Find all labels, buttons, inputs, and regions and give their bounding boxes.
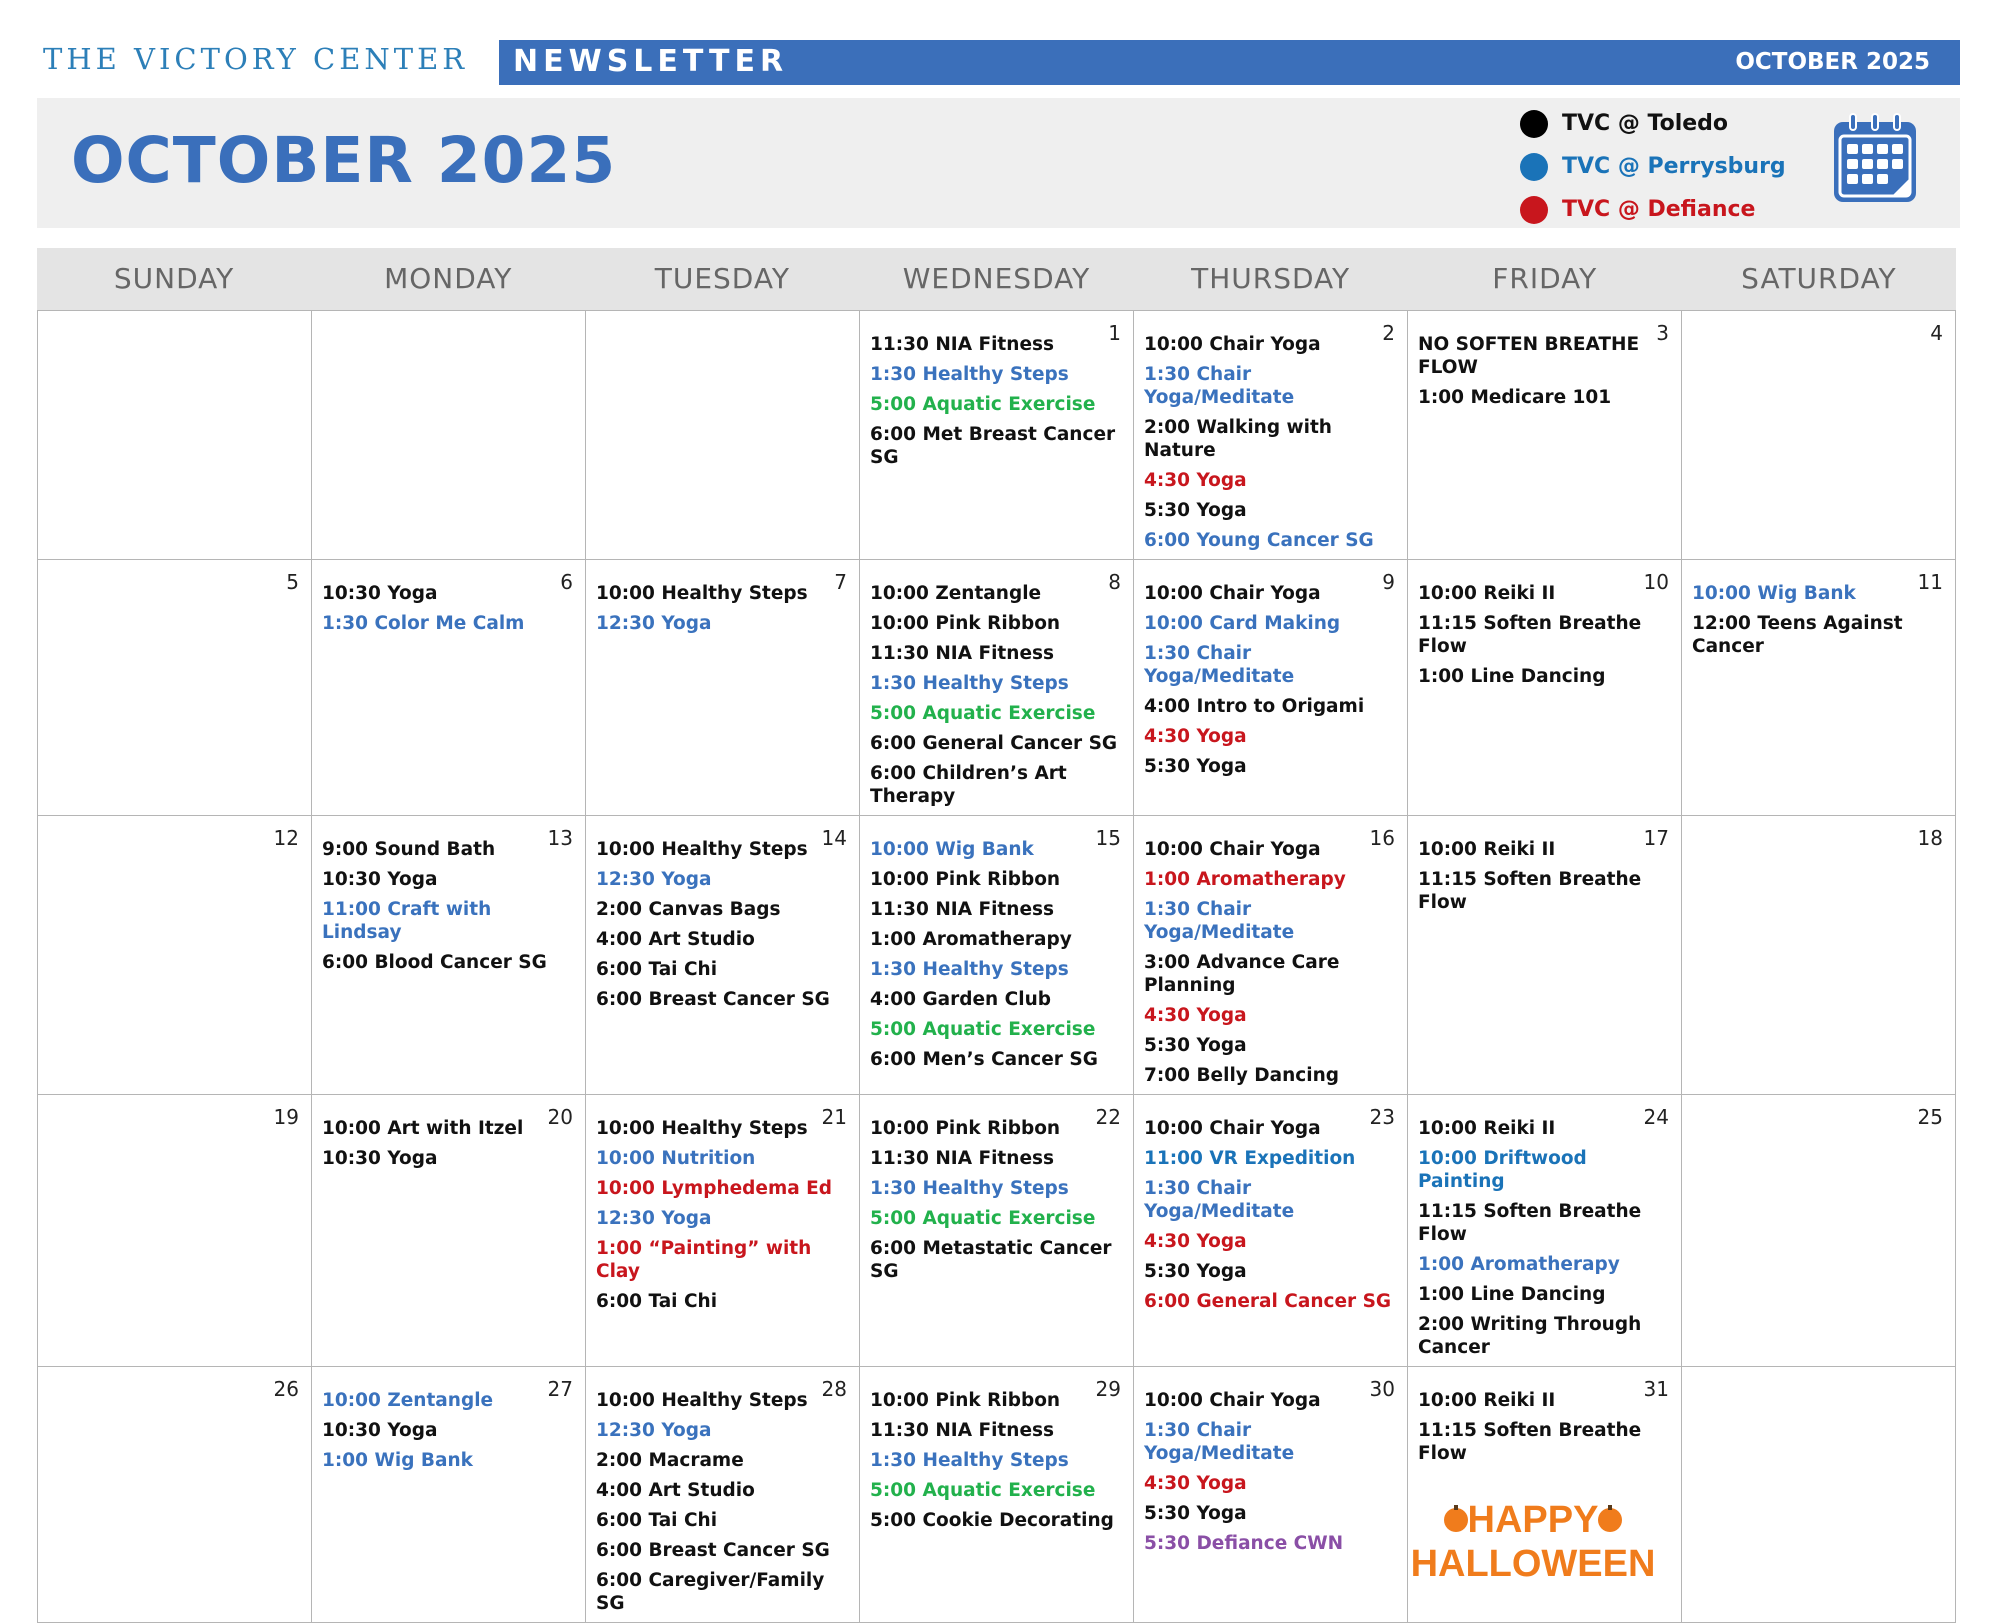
event-item: 11:15 Soften Breathe Flow <box>1418 1420 1642 1464</box>
day-cell <box>1134 560 1408 816</box>
event-item: 11:00 VR Expedition <box>1144 1148 1356 1169</box>
day-cell <box>312 1095 586 1367</box>
day-cell <box>1682 560 1956 816</box>
event-item: 10:00 Reiki II <box>1418 1390 1556 1411</box>
event-item: 4:00 Art Studio <box>596 1480 755 1501</box>
legend-label: TVC @ Perrysburg <box>1562 154 1786 179</box>
event-item: 4:30 Yoga <box>1144 1231 1247 1252</box>
day-number: 14 <box>821 826 847 850</box>
day-cell <box>586 1095 860 1367</box>
event-item: 10:00 Chair Yoga <box>1144 334 1321 355</box>
day-number: 28 <box>821 1377 847 1401</box>
event-item: 10:00 Nutrition <box>596 1148 756 1169</box>
event-item: 10:00 Card Making <box>1144 613 1341 634</box>
day-number: 9 <box>1382 570 1395 594</box>
day-number: 13 <box>547 826 573 850</box>
event-item: 4:30 Yoga <box>1144 1005 1247 1026</box>
day-cell <box>312 311 586 560</box>
event-list <box>860 816 1133 1071</box>
calendar-grid <box>37 310 1956 1623</box>
event-list <box>312 1367 585 1472</box>
event-list <box>38 311 311 333</box>
day-cell <box>1134 1095 1408 1367</box>
day-cell <box>38 1367 312 1623</box>
day-number: 8 <box>1108 570 1121 594</box>
day-number: 25 <box>1917 1105 1943 1129</box>
day-cell <box>1682 816 1956 1095</box>
event-list <box>1408 560 1681 688</box>
calendar-header <box>37 98 1960 228</box>
day-cell <box>38 1095 312 1367</box>
day-number: 26 <box>273 1377 299 1401</box>
event-item: 5:00 Aquatic Exercise <box>870 703 1096 724</box>
event-list <box>1134 311 1407 552</box>
event-item: 4:30 Yoga <box>1144 726 1247 747</box>
day-cell <box>1682 1367 1956 1623</box>
event-item: 4:00 Art Studio <box>596 929 755 950</box>
legend-item-defiance <box>1520 188 1786 231</box>
event-item: NO SOFTEN BREATHE FLOW <box>1418 334 1640 378</box>
weekday-label: TUESDAY <box>654 262 790 295</box>
day-cell <box>1408 560 1682 816</box>
event-item: 5:30 Defiance CWN <box>1144 1533 1344 1554</box>
event-item: 10:00 Wig Bank <box>870 839 1034 860</box>
day-cell <box>860 560 1134 816</box>
event-list <box>312 816 585 974</box>
weekday-label: SATURDAY <box>1741 262 1897 295</box>
event-list <box>38 1095 311 1117</box>
weekday-label: SUNDAY <box>113 262 235 295</box>
day-number: 1 <box>1108 321 1121 345</box>
legend-item-toledo <box>1520 102 1786 145</box>
event-item: 11:15 Soften Breathe Flow <box>1418 613 1642 657</box>
event-list <box>586 560 859 635</box>
event-item: 1:30 Color Me Calm <box>322 613 525 634</box>
event-item: 10:00 Wig Bank <box>1692 583 1856 604</box>
event-item: 10:00 Chair Yoga <box>1144 1118 1321 1139</box>
event-list <box>312 311 585 333</box>
day-number: 7 <box>834 570 847 594</box>
legend-item-perrysburg <box>1520 145 1786 188</box>
day-cell <box>1408 311 1682 560</box>
event-item: 5:00 Aquatic Exercise <box>870 1208 1096 1229</box>
event-item: 5:30 Yoga <box>1144 500 1247 521</box>
legend-dot-icon <box>1520 153 1548 181</box>
legend-dot-icon <box>1520 196 1548 224</box>
event-list <box>860 311 1133 469</box>
event-item: 2:00 Writing Through Cancer <box>1418 1314 1642 1358</box>
weekday-label: MONDAY <box>384 262 513 295</box>
event-list <box>1682 1095 1955 1117</box>
event-item: 7:00 Belly Dancing <box>1144 1065 1340 1086</box>
day-cell <box>1134 1367 1408 1623</box>
event-item: 10:30 Yoga <box>322 583 438 604</box>
event-item: 10:00 Chair Yoga <box>1144 1390 1321 1411</box>
event-item: 11:00 Craft with Lindsay <box>322 899 492 943</box>
event-list <box>1134 1095 1407 1313</box>
event-list <box>1682 311 1955 333</box>
event-item: 12:00 Teens Against Cancer <box>1692 613 1903 657</box>
event-item: 10:00 Reiki II <box>1418 1118 1556 1139</box>
event-item: 6:00 Tai Chi <box>596 1291 718 1312</box>
event-list <box>586 816 859 1011</box>
weekday-header <box>37 248 1956 310</box>
day-number: 30 <box>1369 1377 1395 1401</box>
day-number: 22 <box>1095 1105 1121 1129</box>
event-item: 6:00 General Cancer SG <box>870 733 1118 754</box>
newsletter-banner <box>37 40 1960 86</box>
day-cell <box>860 816 1134 1095</box>
event-item: 1:30 Healthy Steps <box>870 673 1069 694</box>
event-item: 10:00 Pink Ribbon <box>870 1390 1061 1411</box>
event-item: 1:00 Aromatherapy <box>870 929 1072 950</box>
event-item: 1:00 “Painting” with Clay <box>596 1238 812 1282</box>
event-item: 6:00 Breast Cancer SG <box>596 989 830 1010</box>
calendar-week-row <box>38 1095 1956 1367</box>
event-list <box>1408 1095 1681 1359</box>
event-list <box>1134 1367 1407 1555</box>
event-item: 6:00 Breast Cancer SG <box>596 1540 830 1561</box>
event-item: 9:00 Sound Bath <box>322 839 496 860</box>
day-number: 16 <box>1369 826 1395 850</box>
location-legend <box>1520 102 1786 231</box>
day-number: 5 <box>286 570 299 594</box>
event-item: 12:30 Yoga <box>596 613 712 634</box>
event-item: 10:00 Pink Ribbon <box>870 869 1061 890</box>
event-item: 10:00 Healthy Steps <box>596 583 808 604</box>
event-item: 6:00 Tai Chi <box>596 1510 718 1531</box>
event-item: 11:30 NIA Fitness <box>870 643 1055 664</box>
event-item: 1:30 Chair Yoga/Meditate <box>1144 643 1295 687</box>
event-item: 4:00 Intro to Origami <box>1144 696 1365 717</box>
event-item: 1:00 Line Dancing <box>1418 666 1606 687</box>
legend-label: TVC @ Toledo <box>1562 111 1729 136</box>
event-item: 1:30 Healthy Steps <box>870 1178 1069 1199</box>
event-item: 2:00 Walking with Nature <box>1144 417 1332 461</box>
weekday-label: WEDNESDAY <box>902 262 1091 295</box>
event-list <box>1408 311 1681 409</box>
day-cell <box>860 311 1134 560</box>
day-number: 3 <box>1656 321 1669 345</box>
event-item: 5:00 Aquatic Exercise <box>870 1480 1096 1501</box>
event-item: 10:00 Reiki II <box>1418 583 1556 604</box>
event-list <box>38 1367 311 1389</box>
newsletter-label: NEWSLETTER <box>513 44 789 79</box>
event-item: 6:00 Blood Cancer SG <box>322 952 547 973</box>
event-item: 1:30 Chair Yoga/Meditate <box>1144 899 1295 943</box>
day-cell <box>1408 1367 1682 1623</box>
calendar-week-row <box>38 1367 1956 1623</box>
day-number: 20 <box>547 1105 573 1129</box>
day-number: 2 <box>1382 321 1395 345</box>
day-number: 12 <box>273 826 299 850</box>
event-list <box>586 1095 859 1313</box>
event-item: 6:00 Tai Chi <box>596 959 718 980</box>
event-item: 1:00 Wig Bank <box>322 1450 473 1471</box>
event-item: 10:30 Yoga <box>322 1148 438 1169</box>
event-item: 1:00 Medicare 101 <box>1418 387 1612 408</box>
event-list <box>1682 1367 1955 1389</box>
event-list <box>1408 816 1681 914</box>
event-item: 1:30 Chair Yoga/Meditate <box>1144 1178 1295 1222</box>
weekday-label: FRIDAY <box>1492 262 1598 295</box>
event-item: 10:00 Chair Yoga <box>1144 839 1321 860</box>
event-item: 10:00 Zentangle <box>322 1390 494 1411</box>
event-item: 11:30 NIA Fitness <box>870 899 1055 920</box>
event-item: 6:00 General Cancer SG <box>1144 1291 1392 1312</box>
day-cell <box>312 816 586 1095</box>
event-item: 10:00 Healthy Steps <box>596 1118 808 1139</box>
day-number: 15 <box>1095 826 1121 850</box>
event-item: 5:30 Yoga <box>1144 1503 1247 1524</box>
page-title: OCTOBER 2025 <box>71 124 617 197</box>
event-item: 10:00 Pink Ribbon <box>870 613 1061 634</box>
event-item: 12:30 Yoga <box>596 869 712 890</box>
event-list <box>860 560 1133 808</box>
event-item: 5:30 Yoga <box>1144 756 1247 777</box>
event-item: 5:00 Aquatic Exercise <box>870 1019 1096 1040</box>
event-item: 10:30 Yoga <box>322 1420 438 1441</box>
event-list <box>312 560 585 635</box>
event-item: 12:30 Yoga <box>596 1420 712 1441</box>
day-cell <box>586 1367 860 1623</box>
event-item: 11:15 Soften Breathe Flow <box>1418 1201 1642 1245</box>
newsletter-month: OCTOBER 2025 <box>1735 49 1930 75</box>
day-cell <box>586 816 860 1095</box>
day-number: 10 <box>1643 570 1669 594</box>
day-cell <box>1682 311 1956 560</box>
event-item: 4:00 Garden Club <box>870 989 1051 1010</box>
weekday-label: THURSDAY <box>1191 262 1351 295</box>
day-number: 21 <box>821 1105 847 1129</box>
legend-dot-icon <box>1520 110 1548 138</box>
day-number: 11 <box>1917 570 1943 594</box>
event-item: 1:00 Aromatherapy <box>1418 1254 1620 1275</box>
day-number: 4 <box>1930 321 1943 345</box>
day-number: 6 <box>560 570 573 594</box>
event-item: 11:15 Soften Breathe Flow <box>1418 869 1642 913</box>
event-item: 5:00 Cookie Decorating <box>870 1510 1114 1531</box>
event-item: 1:30 Healthy Steps <box>870 364 1069 385</box>
calendar-icon <box>1832 112 1918 204</box>
event-item: 11:30 NIA Fitness <box>870 334 1055 355</box>
event-item: 10:00 Zentangle <box>870 583 1042 604</box>
event-list <box>1134 816 1407 1087</box>
event-item: 10:00 Reiki II <box>1418 839 1556 860</box>
day-cell <box>1134 816 1408 1095</box>
calendar-week-row <box>38 816 1956 1095</box>
svg-text:HALLOWEEN: HALLOWEEN <box>1410 1543 1656 1585</box>
calendar-week-row <box>38 311 1956 560</box>
event-list <box>312 1095 585 1170</box>
day-number: 18 <box>1917 826 1943 850</box>
day-cell <box>1408 1095 1682 1367</box>
day-cell <box>38 560 312 816</box>
event-item: 6:00 Men’s Cancer SG <box>870 1049 1098 1070</box>
day-number: 24 <box>1643 1105 1669 1129</box>
event-list <box>38 560 311 582</box>
event-item: 5:30 Yoga <box>1144 1261 1247 1282</box>
event-item: 10:00 Healthy Steps <box>596 839 808 860</box>
day-cell <box>860 1367 1134 1623</box>
event-item: 6:00 Caregiver/Family SG <box>596 1570 825 1614</box>
legend-label: TVC @ Defiance <box>1562 197 1756 222</box>
event-item: 1:30 Chair Yoga/Meditate <box>1144 364 1295 408</box>
day-cell <box>586 311 860 560</box>
event-item: 3:00 Advance Care Planning <box>1144 952 1340 996</box>
day-cell <box>1408 816 1682 1095</box>
day-cell <box>38 311 312 560</box>
event-item: 10:00 Chair Yoga <box>1144 583 1321 604</box>
day-cell <box>586 560 860 816</box>
day-number: 29 <box>1095 1377 1121 1401</box>
event-item: 10:00 Pink Ribbon <box>870 1118 1061 1139</box>
event-item: 10:00 Art with Itzel <box>322 1118 524 1139</box>
event-item: 2:00 Macrame <box>596 1450 744 1471</box>
event-item: 6:00 Metastatic Cancer SG <box>870 1238 1112 1282</box>
svg-text:HAPPY: HAPPY <box>1467 1499 1599 1541</box>
event-list <box>860 1095 1133 1283</box>
event-item: 1:30 Healthy Steps <box>870 1450 1069 1471</box>
day-cell <box>1682 1095 1956 1367</box>
org-name: THE VICTORY CENTER <box>43 42 469 76</box>
event-item: 10:00 Healthy Steps <box>596 1390 808 1411</box>
event-list <box>1408 1367 1681 1465</box>
event-item: 6:00 Children’s Art Therapy <box>870 763 1067 807</box>
day-number: 23 <box>1369 1105 1395 1129</box>
day-number: 27 <box>547 1377 573 1401</box>
event-item: 12:30 Yoga <box>596 1208 712 1229</box>
event-item: 1:30 Healthy Steps <box>870 959 1069 980</box>
event-item: 1:00 Aromatherapy <box>1144 869 1346 890</box>
day-cell <box>38 816 312 1095</box>
halloween-logo <box>1410 1492 1656 1587</box>
day-number: 31 <box>1643 1377 1669 1401</box>
event-list <box>586 311 859 333</box>
day-number: 17 <box>1643 826 1669 850</box>
day-number: 19 <box>273 1105 299 1129</box>
event-item: 10:00 Lymphedema Ed <box>596 1178 833 1199</box>
event-list <box>1682 816 1955 838</box>
event-item: 11:30 NIA Fitness <box>870 1420 1055 1441</box>
event-list <box>586 1367 859 1615</box>
event-list <box>38 816 311 838</box>
event-item: 4:30 Yoga <box>1144 470 1247 491</box>
event-item: 6:00 Young Cancer SG <box>1144 530 1374 551</box>
event-list <box>860 1367 1133 1532</box>
event-item: 5:30 Yoga <box>1144 1035 1247 1056</box>
day-cell <box>312 560 586 816</box>
event-list <box>1134 560 1407 778</box>
day-cell <box>1134 311 1408 560</box>
event-item: 1:30 Chair Yoga/Meditate <box>1144 1420 1295 1464</box>
calendar-week-row <box>38 560 1956 816</box>
event-item: 5:00 Aquatic Exercise <box>870 394 1096 415</box>
event-item: 2:00 Canvas Bags <box>596 899 781 920</box>
event-item: 10:00 Driftwood Painting <box>1418 1148 1587 1192</box>
event-list <box>1682 560 1955 658</box>
newsletter-bar <box>499 40 1960 85</box>
day-cell <box>312 1367 586 1623</box>
event-item: 1:00 Line Dancing <box>1418 1284 1606 1305</box>
event-item: 4:30 Yoga <box>1144 1473 1247 1494</box>
day-cell <box>860 1095 1134 1367</box>
event-item: 11:30 NIA Fitness <box>870 1148 1055 1169</box>
event-item: 6:00 Met Breast Cancer SG <box>870 424 1116 468</box>
event-item: 10:30 Yoga <box>322 869 438 890</box>
